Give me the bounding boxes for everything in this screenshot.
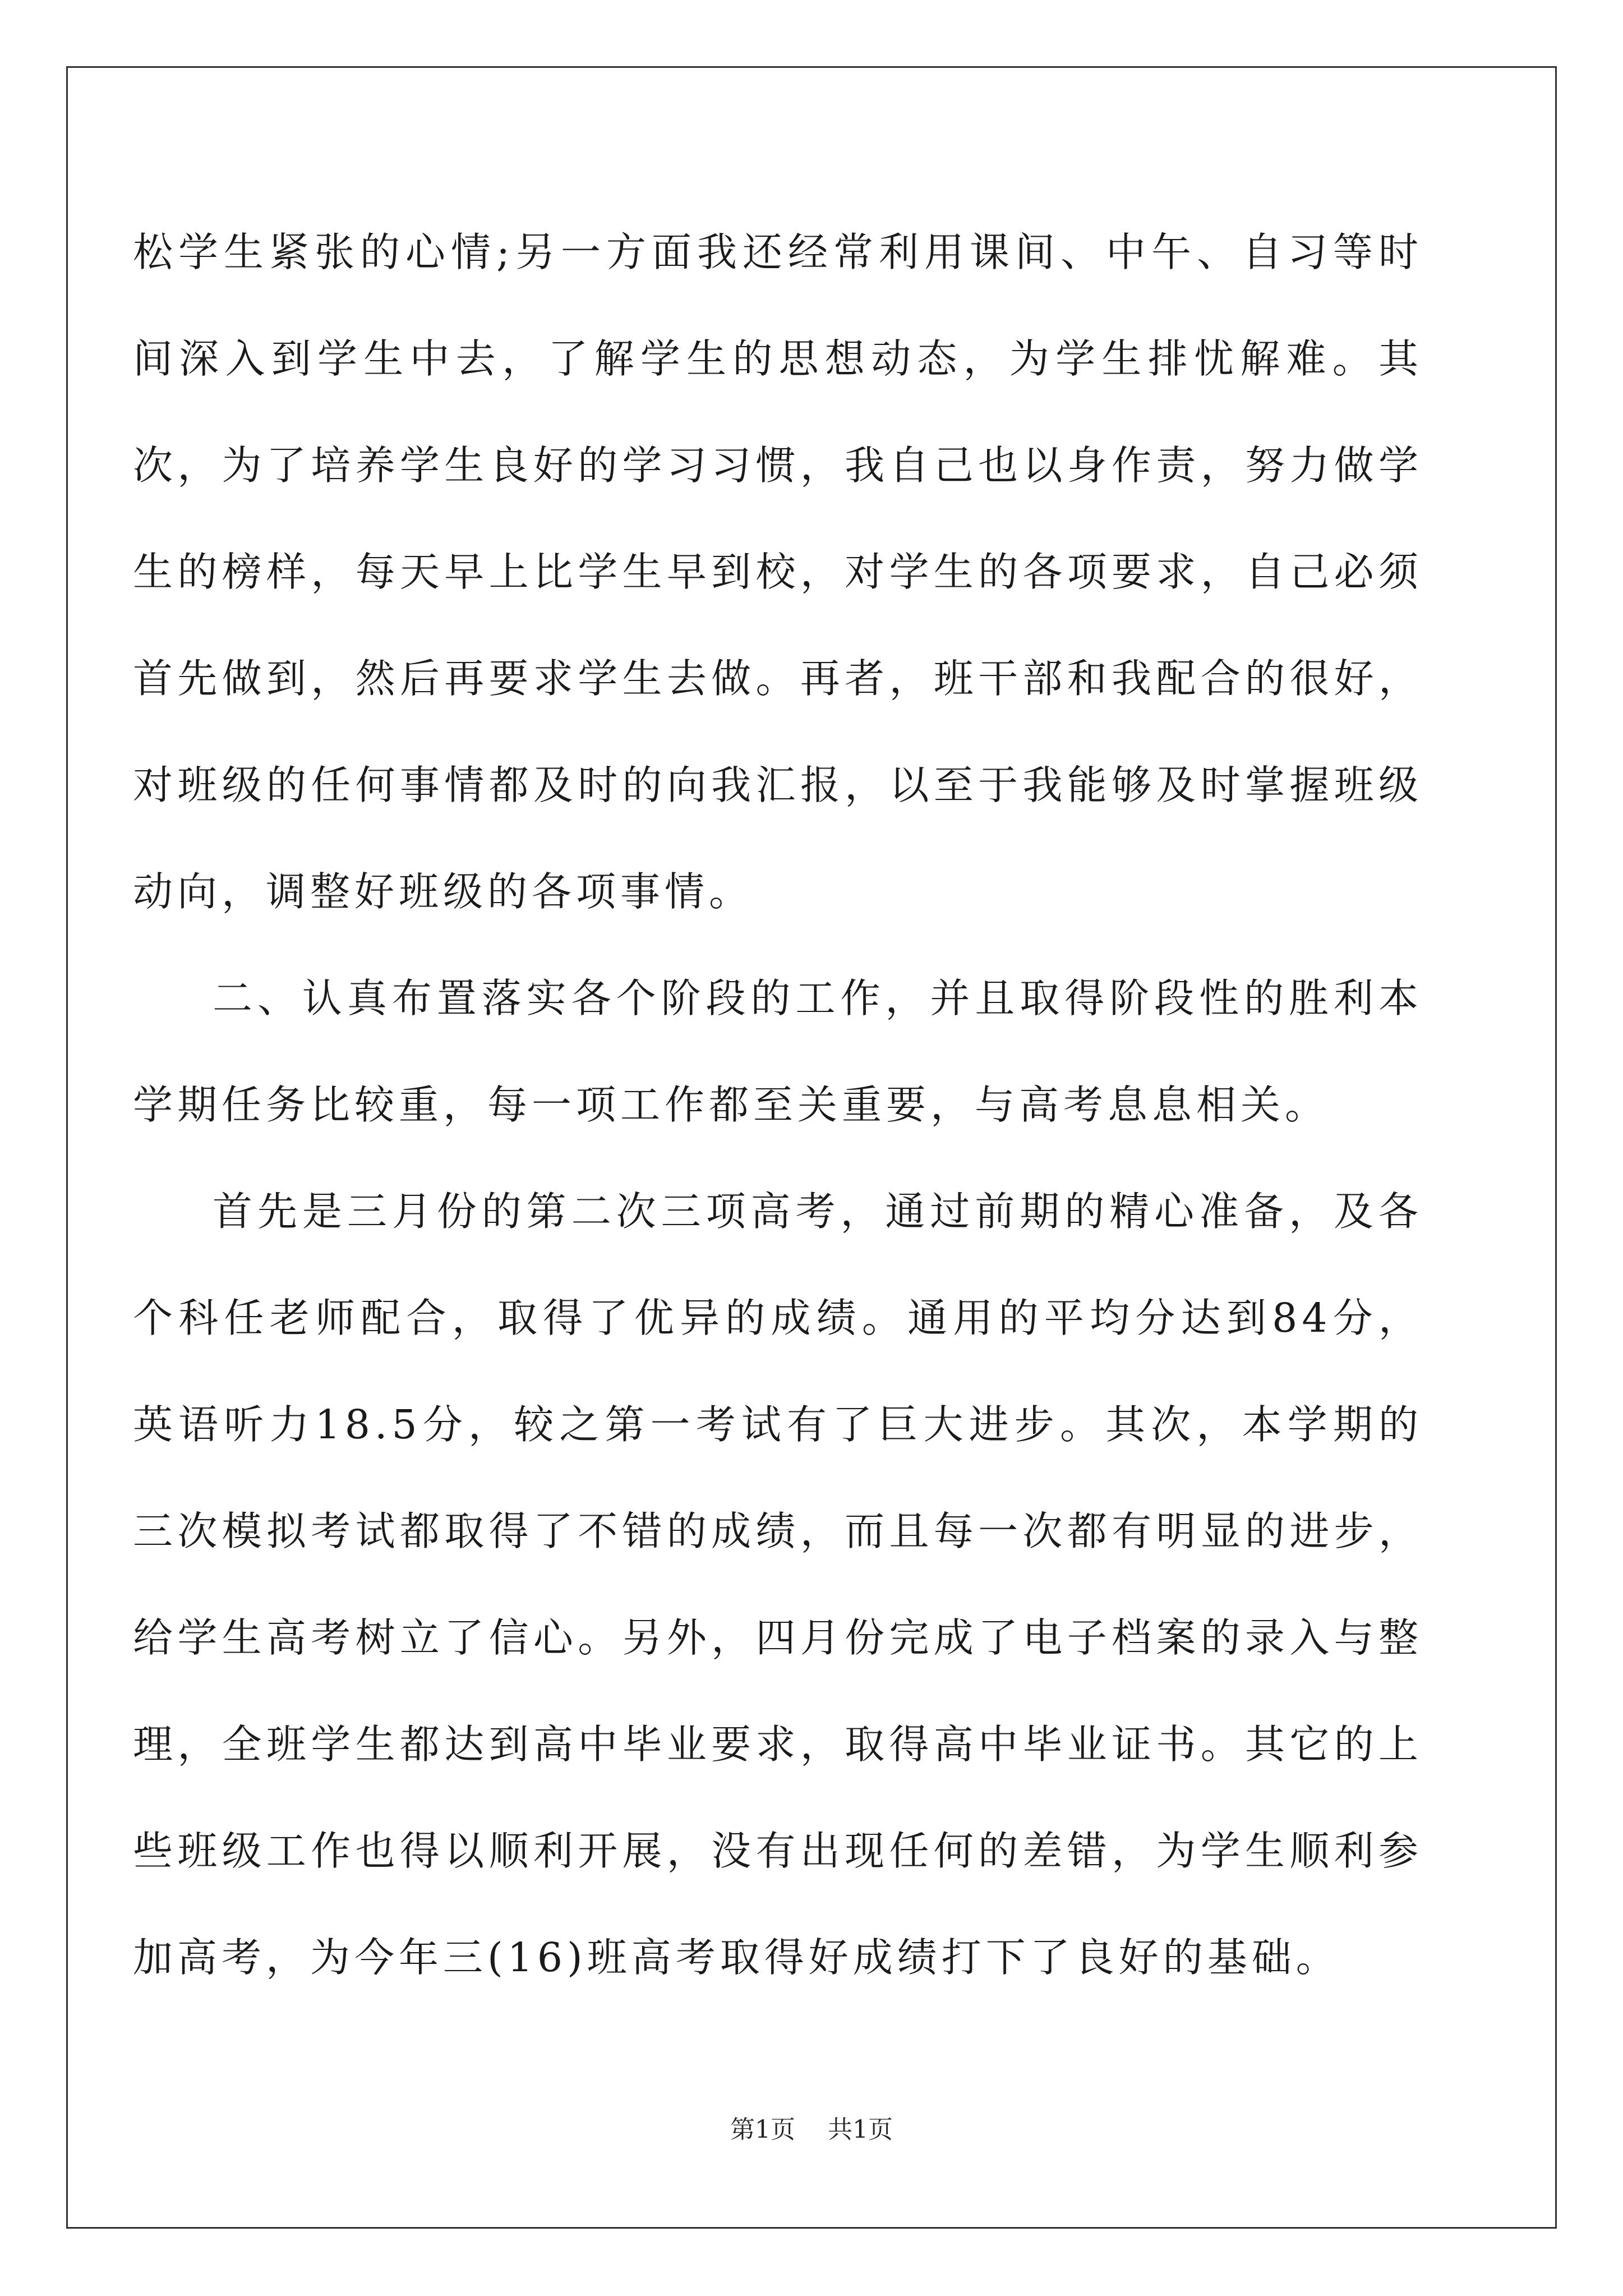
paragraph-3: 首先是三月份的第二次三项高考，通过前期的精心准备，及各个科任老师配合，取得了优异的成绩。通用的平均分达到84分，英语听力18.5分，较之第一考试有了巨大进步。其次，本学期的三次模拟考试都取得了不错的成绩，而且每一次都有明显的进步，给学生高考树立了信心。另外，四月份完成了电子档案的录入与整理，全班学生都达到高中毕业要求，取得高中毕业证书。其它的上些班级工作也得以顺利开展，没有出现任何的差错，为学生顺利参加高考，为今年三(16)班高考取得好成绩打下了良好的基础。	[133, 1188, 1423, 1981]
document-body	[133, 199, 1423, 2011]
paragraph-1: 松学生紧张的心情;另一方面我还经常利用课间、中午、自习等时间深入到学生中去，了解学生的思想动态，为学生排忧解难。其次，为了培养学生良好的学习习惯，我自己也以身作责，努力做学生的榜样，每天早上比学生早到校，对学生的各项要求，自己必须首先做到，然后再要求学生去做。再者，班干部和我配合的很好，对班级的任何事情都及时的向我汇报，以至于我能够及时掌握班级动向，调整好班级的各项事情。	[133, 229, 1423, 915]
paragraph-2: 二、认真布置落实各个阶段的工作，并且取得阶段性的胜利本学期任务比较重，每一项工作都至关重要，与高考息息相关。	[133, 975, 1423, 1128]
page-footer	[0, 2109, 1623, 2145]
page-number: 第1页	[730, 2115, 795, 2144]
page-total: 共1页	[828, 2115, 893, 2144]
